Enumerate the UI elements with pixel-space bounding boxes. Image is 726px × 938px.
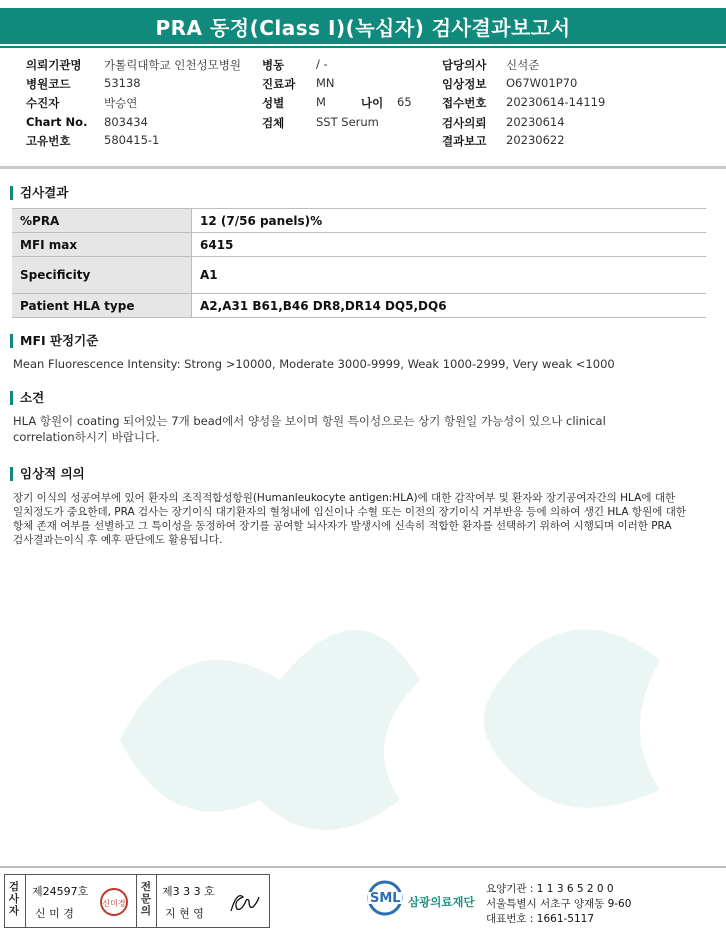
footer-rule xyxy=(0,866,726,868)
reviewer-name: 지 현 영 xyxy=(165,907,204,920)
info-label: 임상정보 xyxy=(442,77,487,91)
info-chart-no xyxy=(26,115,87,129)
info-value: M xyxy=(316,95,326,109)
info-clinical-info-value xyxy=(506,76,577,90)
divider xyxy=(136,875,137,927)
mfi-heading: MFI 판정기준 xyxy=(10,334,98,348)
signature-box xyxy=(4,874,270,928)
info-receipt-no-value xyxy=(506,95,605,109)
info-value: 53138 xyxy=(104,76,141,90)
info-value: 20230622 xyxy=(506,133,565,147)
clinical-line: 일치정도가 중요한데, PRA 검사는 장기이식 대기환자의 혈청내에 임신이나 수혈 또는 이전의 장기이식 거부반응 등에 의하여 생긴 HLA 항원에 대한 xyxy=(13,506,686,518)
info-age-value xyxy=(397,95,412,109)
info-institution-value xyxy=(104,57,241,73)
info-label: 검사의뢰 xyxy=(442,116,487,130)
result-value: A2,A31 B61,B46 DR8,DR14 DQ5,DQ6 xyxy=(192,294,707,318)
info-label: 병동 xyxy=(262,58,285,72)
info-specimen-value xyxy=(316,115,379,129)
watermark-decoration xyxy=(80,560,720,860)
info-value: 803434 xyxy=(104,115,148,129)
table-row xyxy=(12,294,706,318)
reviewer-license: 제3 3 3 호 xyxy=(162,885,215,898)
tester-label-char: 검 xyxy=(8,881,20,893)
org-phone: 대표번호 : 1661-5117 xyxy=(486,913,595,925)
info-hospital-code xyxy=(26,76,70,92)
tester-label xyxy=(7,881,21,917)
info-label: Chart No. xyxy=(26,115,88,129)
divider xyxy=(25,875,26,927)
info-value: 신석준 xyxy=(506,58,540,72)
sml-logo-text: SML xyxy=(370,891,401,906)
info-doctor xyxy=(442,57,486,73)
opinion-line: HLA 항원이 coating 되어있는 7개 bead에서 양성을 보이며 항원 특이성으로는 상기 항원일 가능성이 있으나 clinical xyxy=(13,414,606,428)
reviewer-label-char: 문 xyxy=(140,893,152,905)
tester-label-char: 자 xyxy=(8,905,20,917)
result-value: 12 (7/56 panels)% xyxy=(192,209,707,233)
info-test-request xyxy=(442,115,486,131)
info-value: O67W01P70 xyxy=(506,76,578,90)
info-value: 20230614-14119 xyxy=(506,95,606,109)
mfi-criteria-text: Mean Fluorescence Intensity: Strong >10000, Moderate 3000-9999, Weak 1000-2999, Very weak <1000 xyxy=(13,357,615,371)
results-table xyxy=(12,208,706,318)
info-unique-no-value xyxy=(104,133,159,147)
table-row xyxy=(12,209,706,233)
info-label: 병원코드 xyxy=(26,77,71,91)
info-result-report xyxy=(442,133,486,149)
divider xyxy=(156,875,157,927)
info-value: MN xyxy=(316,76,335,90)
result-value: 6415 xyxy=(192,233,707,257)
info-unique-no xyxy=(26,133,70,149)
result-label: %PRA xyxy=(12,209,192,233)
opinion-heading: 소견 xyxy=(10,391,44,405)
tester-seal-icon xyxy=(99,887,129,917)
info-institution xyxy=(26,57,82,73)
result-label: MFI max xyxy=(12,233,192,257)
tester-license: 제24597호 xyxy=(32,885,89,898)
results-heading: 검사결과 xyxy=(10,186,68,200)
info-result-report-value xyxy=(506,133,565,147)
info-label: 결과보고 xyxy=(442,134,487,148)
tester-label-char: 사 xyxy=(8,893,20,905)
reviewer-label-char: 전 xyxy=(140,881,152,893)
info-ward xyxy=(262,57,284,73)
info-label: 접수번호 xyxy=(442,96,487,110)
info-label: 수진자 xyxy=(26,96,60,110)
clinical-line: 장기 이식의 성공여부에 있어 환자의 조직적합성항원(Humanleukocyte antigen:HLA)에 대한 감작여부 및 환자와 장기공여자간의 HLA에 대한 xyxy=(13,492,676,504)
clinical-line: 항체 존재 여부를 선별하고 그 특이성을 동정하여 장기를 공여할 뇌사자가 발생시에 신속히 적합한 환자를 선택하기 위하여 시행되며 이러한 PRA xyxy=(13,520,672,532)
header-separator xyxy=(0,166,726,169)
reviewer-label xyxy=(139,881,153,917)
info-chart-no-value xyxy=(104,115,148,129)
info-sex-value xyxy=(316,95,326,109)
info-value: 박승연 xyxy=(104,96,138,110)
org-address: 서울특별시 서초구 양재동 9-60 xyxy=(486,898,632,910)
result-label: Specificity xyxy=(12,257,192,294)
info-hospital-code-value xyxy=(104,76,141,90)
info-value: 65 xyxy=(397,95,412,109)
info-age xyxy=(361,95,383,111)
info-clinical-info xyxy=(442,76,486,92)
table-row xyxy=(12,233,706,257)
info-label: 진료과 xyxy=(262,77,296,91)
info-sex xyxy=(262,95,284,111)
info-department xyxy=(262,76,295,92)
info-doctor-value xyxy=(506,57,539,73)
info-value: 20230614 xyxy=(506,115,565,129)
info-label: 고유번호 xyxy=(26,134,71,148)
info-patient-value xyxy=(104,95,137,111)
info-label: 검체 xyxy=(262,116,285,130)
table-row xyxy=(12,257,706,294)
org-code: 요양기관 : 1 1 3 6 5 2 0 0 xyxy=(486,883,614,895)
clinical-line: 검사결과는이식 후 예후 판단에도 활용됩니다. xyxy=(13,534,223,546)
org-name: 삼광의료재단 xyxy=(408,895,475,909)
opinion-line: correlation하시기 바랍니다. xyxy=(13,430,160,444)
info-value: / - xyxy=(316,57,328,71)
reviewer-signature-icon xyxy=(225,887,261,917)
info-specimen xyxy=(262,115,284,131)
info-label: 의뢰기관명 xyxy=(26,58,82,72)
info-patient xyxy=(26,95,59,111)
info-value: SST Serum xyxy=(316,115,379,129)
tester-name: 신 미 경 xyxy=(35,907,74,920)
info-value: 가톨릭대학교 인천성모병원 xyxy=(104,58,241,72)
info-ward-value xyxy=(316,57,328,71)
report-title-text: PRA 동정(Class I)(녹십자) 검사결과보고서 xyxy=(155,15,571,40)
svg-text:신미경: 신미경 xyxy=(102,899,126,908)
info-label: 담당의사 xyxy=(442,58,487,72)
info-receipt-no xyxy=(442,95,486,111)
title-rule xyxy=(0,46,726,48)
info-test-request-value xyxy=(506,115,565,129)
report-title xyxy=(0,8,726,44)
info-department-value xyxy=(316,76,335,90)
info-label: 나이 xyxy=(361,96,384,110)
result-label: Patient HLA type xyxy=(12,294,192,318)
result-value: A1 xyxy=(192,257,707,294)
info-value: 580415-1 xyxy=(104,133,160,147)
reviewer-label-char: 의 xyxy=(140,905,152,917)
info-label: 성별 xyxy=(262,96,285,110)
clinical-heading: 임상적 의의 xyxy=(10,467,85,481)
